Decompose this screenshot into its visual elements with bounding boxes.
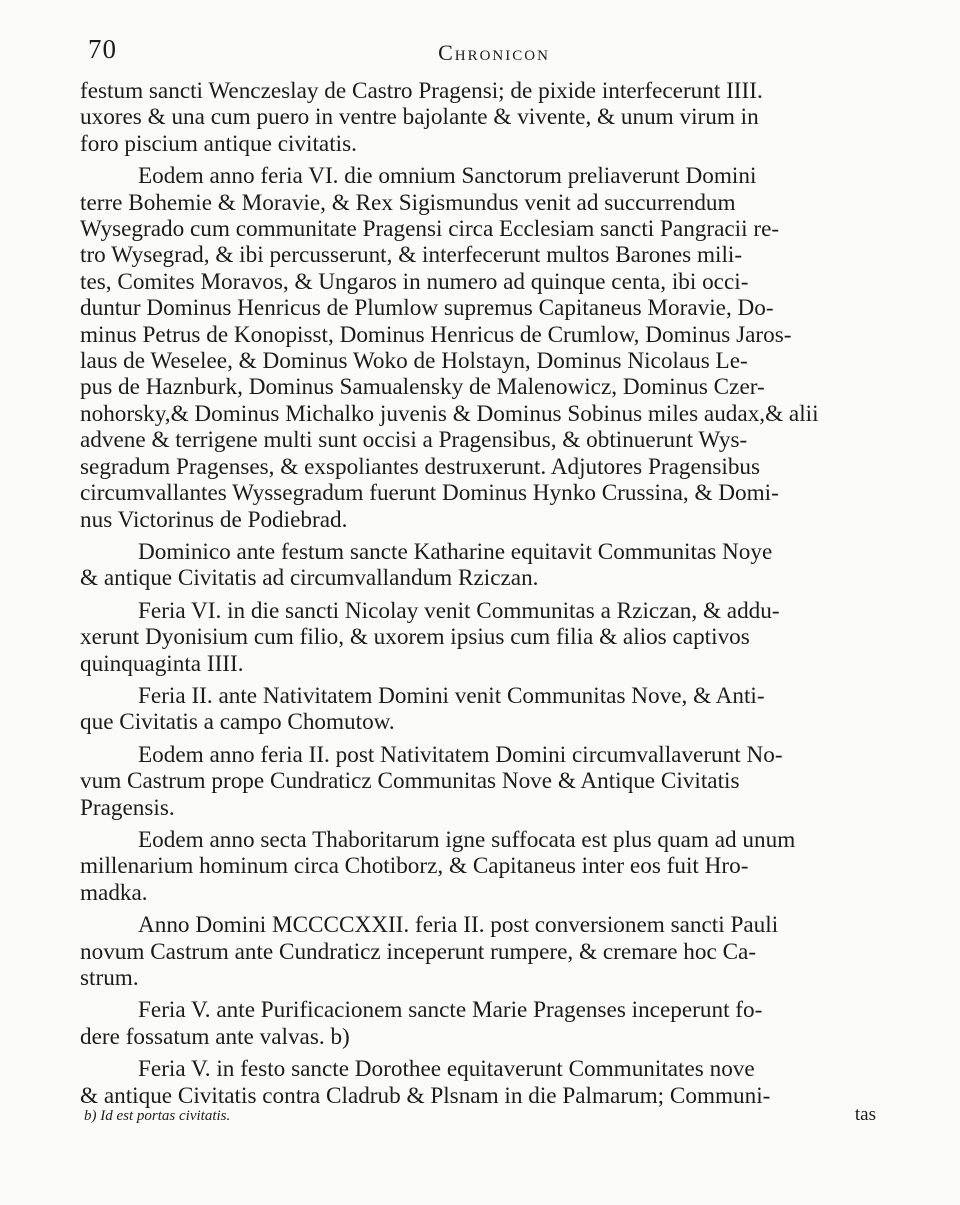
paragraph bbox=[80, 912, 900, 991]
text-line: dere fossatum ante valvas. b) bbox=[80, 1023, 350, 1050]
text-line: Eodem anno secta Thaboritarum igne suffocata est plus quam ad unum bbox=[138, 826, 796, 853]
text-line: Feria V. ante Purificacionem sancte Marie Pragenses inceperunt fo- bbox=[138, 997, 763, 1024]
paragraph bbox=[80, 78, 900, 157]
text-line: & antique Civitatis contra Cladrub & Plsnam in die Palmarum; Communi- bbox=[80, 1082, 771, 1109]
paragraph bbox=[80, 742, 900, 821]
text-line: circumvallantes Wyssegradum fuerunt Dominus Hynko Crussina, & Domi- bbox=[80, 480, 779, 507]
text-line: & antique Civitatis ad circumvallandum Rziczan. bbox=[80, 565, 539, 592]
text-line: uxores & una cum puero in ventre bajolante & vivente, & unum virum in bbox=[80, 104, 759, 131]
text-line: nus Victorinus de Podiebrad. bbox=[80, 506, 348, 533]
paragraph bbox=[80, 163, 900, 533]
text-line: millenarium hominum circa Chotiborz, & Capitaneus inter eos fuit Hro- bbox=[80, 853, 749, 880]
text-line: foro piscium antique civitatis. bbox=[80, 130, 357, 157]
body-text bbox=[80, 78, 900, 1109]
text-line: vum Castrum prope Cundraticz Communitas Nove & Antique Civitatis bbox=[80, 768, 740, 795]
text-line: Feria V. in festo sancte Dorothee equitaverunt Communitates nove bbox=[138, 1056, 755, 1083]
paragraph bbox=[80, 683, 900, 736]
text-line: tro Wysegrad, & ibi percusserunt, & interfecerunt multos Barones mili- bbox=[80, 242, 743, 269]
footnote: b) Id est portas civitatis. bbox=[84, 1108, 231, 1124]
paragraph bbox=[80, 539, 900, 592]
text-line: quinquaginta IIII. bbox=[80, 650, 244, 677]
text-line: strum. bbox=[80, 965, 139, 991]
text-line: nohorsky,& Dominus Michalko juvenis & Dominus Sobinus miles audax,& alii bbox=[80, 400, 819, 427]
text-line: laus de Weselee, & Dominus Woko de Holstayn, Dominus Nicolaus Le- bbox=[80, 348, 748, 375]
text-line: tes, Comites Moravos, & Ungaros in numero ad quinque centa, ibi occi- bbox=[80, 268, 749, 295]
text-line: Pragensis. bbox=[80, 794, 175, 821]
page-number: 70 bbox=[88, 34, 117, 64]
text-line: terre Bohemie & Moravie, & Rex Sigismundus venit ad succurrendum bbox=[80, 189, 736, 216]
catchword: tas bbox=[854, 1104, 876, 1125]
page-header bbox=[88, 34, 900, 74]
running-head: Chronicon bbox=[438, 40, 550, 65]
text-line: segradum Pragenses, & exspoliantes destruxerunt. Adjutores Pragensibus bbox=[80, 453, 761, 480]
text-line: pus de Haznburk, Dominus Samualensky de Malenowicz, Dominus Czer- bbox=[80, 374, 765, 401]
paragraph bbox=[80, 827, 900, 906]
text-line: Eodem anno feria II. post Nativitatem Domini circumvallaverunt No- bbox=[138, 741, 783, 768]
text-line: duntur Dominus Henricus de Plumlow supremus Capitaneus Moravie, Do- bbox=[80, 295, 774, 322]
paragraph bbox=[80, 997, 900, 1050]
text-line: advene & terrigene multi sunt occisi a Pragensibus, & obtinuerunt Wys- bbox=[80, 427, 748, 454]
text-line: Eodem anno feria VI. die omnium Sanctorum preliaverunt Domini bbox=[138, 163, 757, 190]
paragraph bbox=[80, 1056, 900, 1109]
text-line: festum sancti Wenczeslay de Castro Pragensi; de pixide interfecerunt IIII. bbox=[80, 78, 763, 104]
text-line: Anno Domini MCCCCXXII. feria II. post conversionem sancti Pauli bbox=[138, 912, 779, 939]
text-line: Feria II. ante Nativitatem Domini venit Communitas Nove, & Anti- bbox=[138, 682, 765, 709]
text-line: minus Petrus de Konopisst, Dominus Henricus de Crumlow, Dominus Jaros- bbox=[80, 321, 792, 348]
text-line: Feria VI. in die sancti Nicolay venit Communitas a Rziczan, & addu- bbox=[138, 597, 780, 624]
text-line: que Civitatis a campo Chomutow. bbox=[80, 709, 395, 736]
text-line: Dominico ante festum sancte Katharine equitavit Communitas Noye bbox=[138, 538, 773, 565]
text-line: Wysegrado cum communitate Pragensi circa Ecclesiam sancti Pangracii re- bbox=[80, 216, 780, 243]
paragraph bbox=[80, 598, 900, 677]
text-line: madka. bbox=[80, 879, 148, 906]
text-line: novum Castrum ante Cundraticz inceperunt rumpere, & cremare hoc Ca- bbox=[80, 938, 757, 965]
text-line: xerunt Dyonisium cum filio, & uxorem ipsius cum filia & alios captivos bbox=[80, 624, 750, 651]
